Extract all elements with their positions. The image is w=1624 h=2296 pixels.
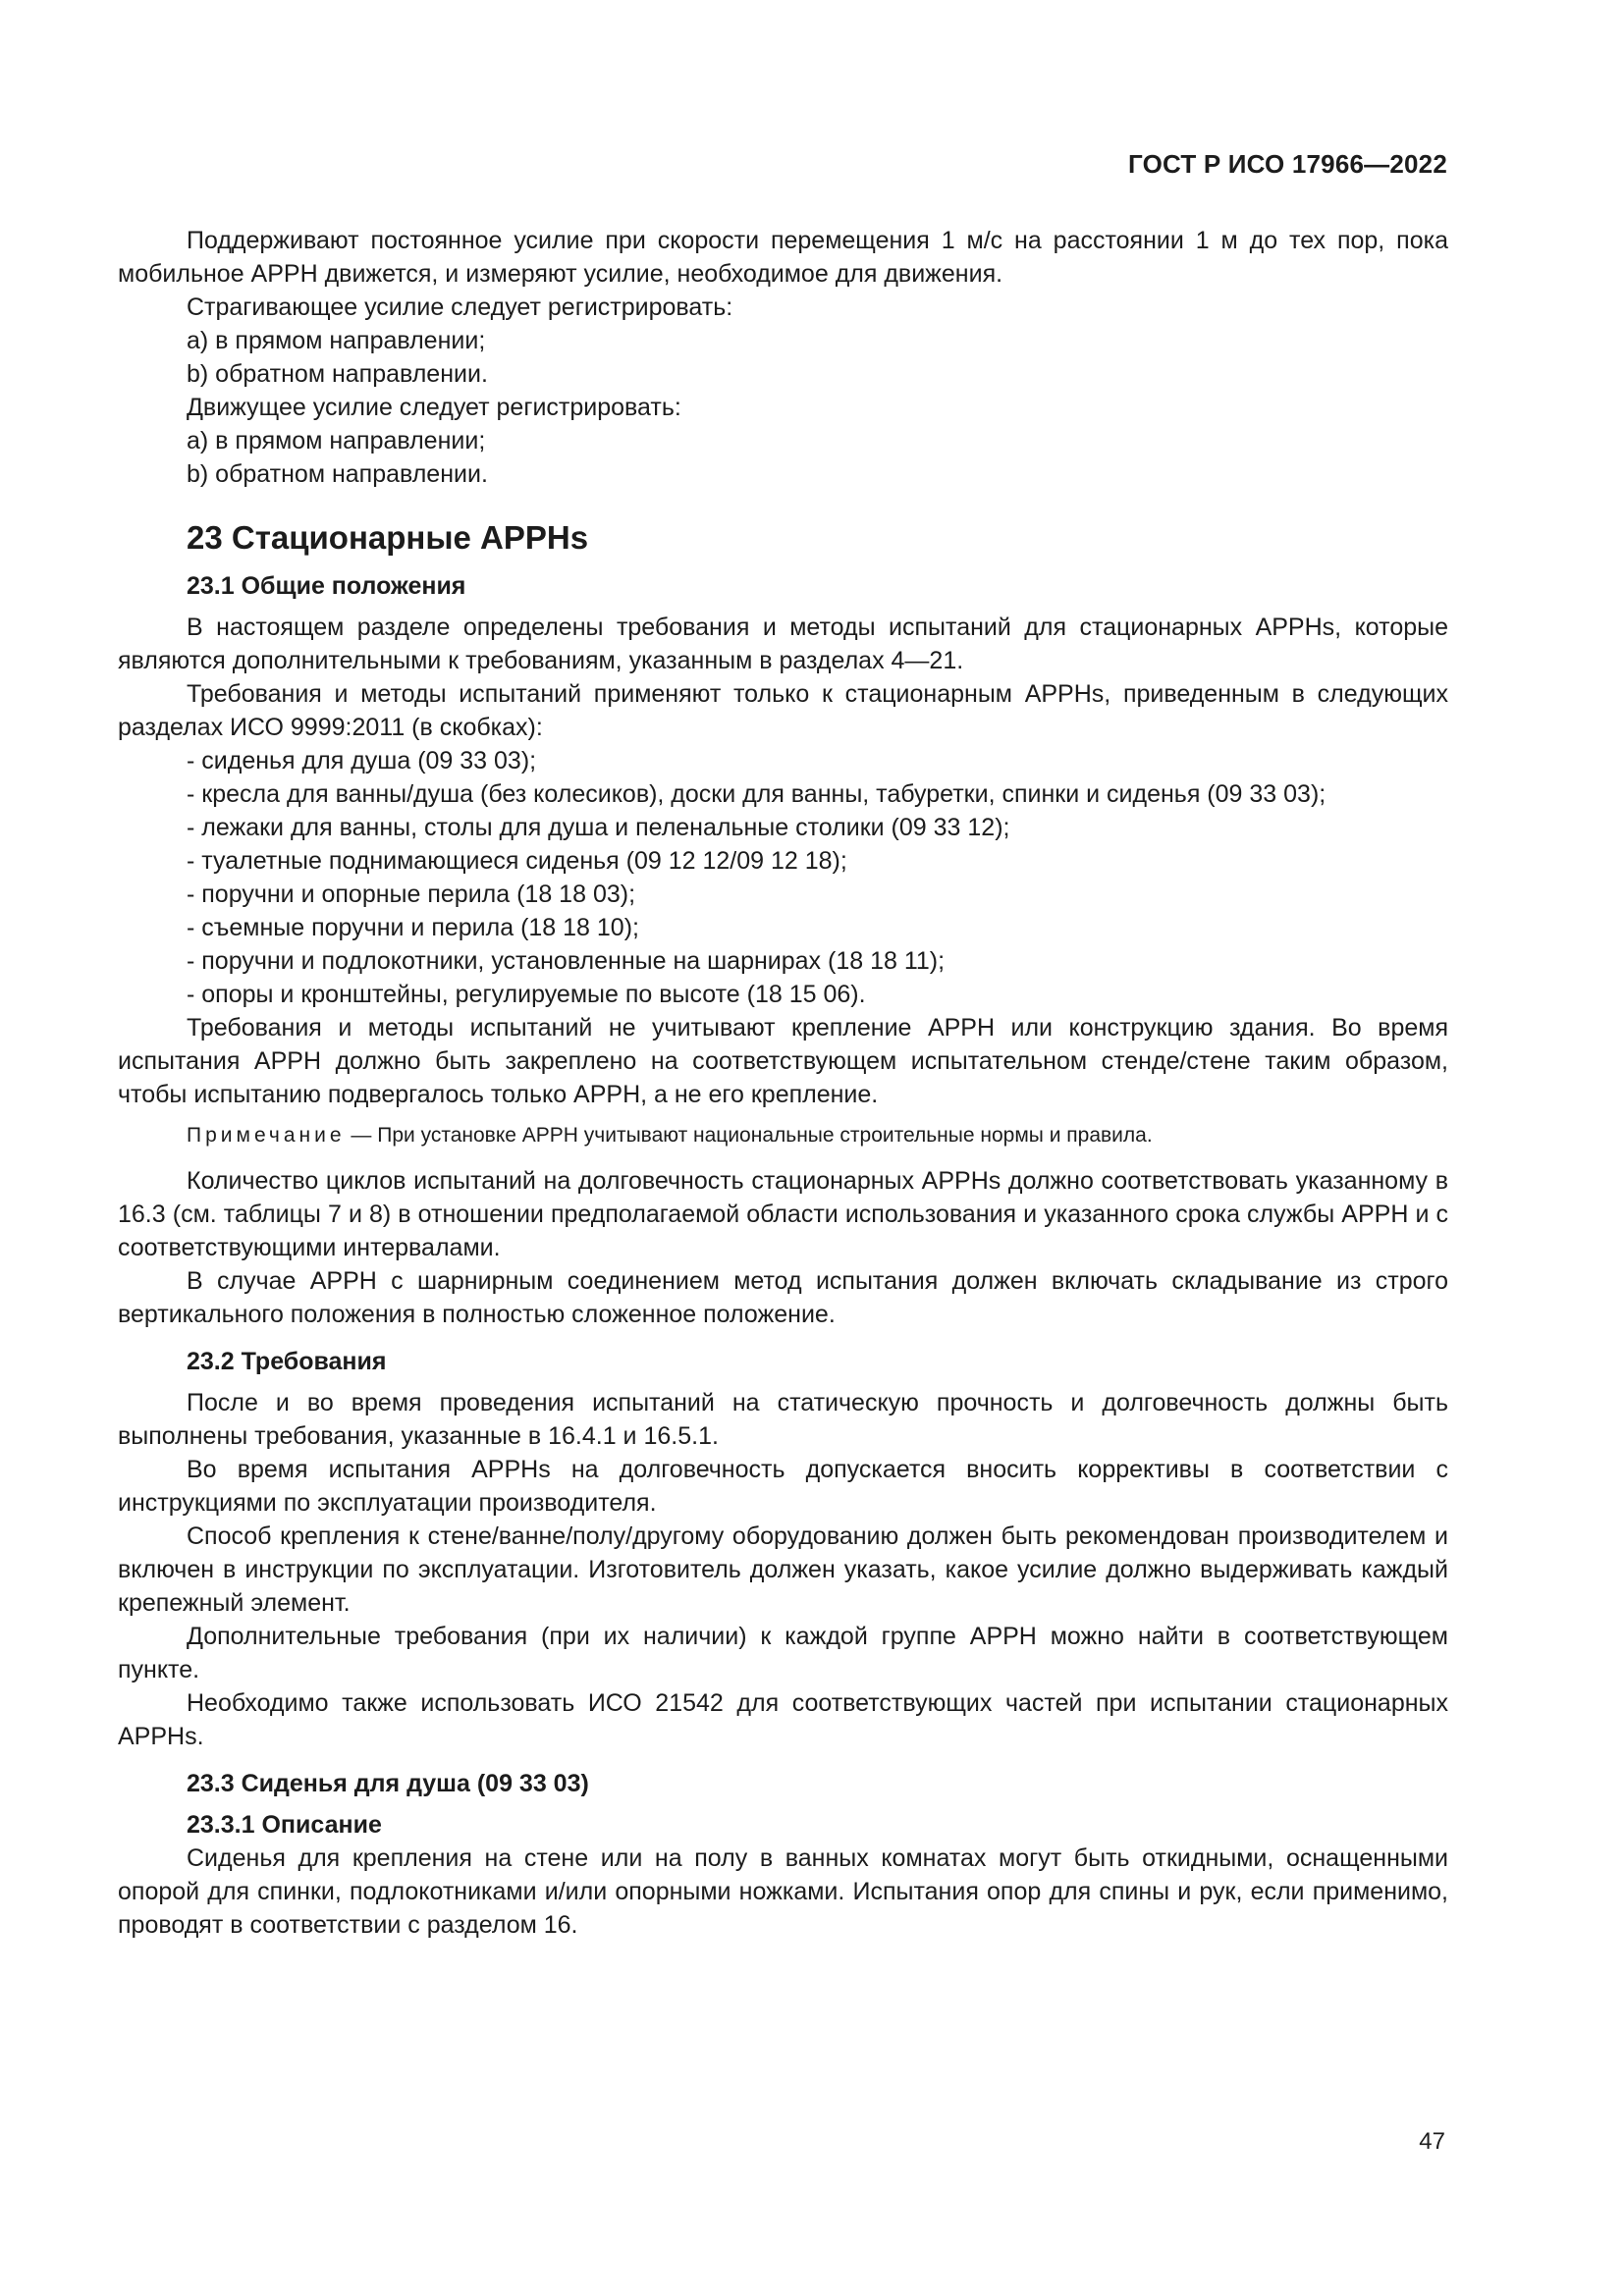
list-item: a) в прямом направлении;: [187, 327, 486, 354]
page-body: [118, 224, 1448, 1942]
note-label: Примечание: [187, 1124, 346, 1147]
subsection-heading: 23.1 Общие положения: [187, 572, 466, 600]
list-item: b) обратном направлении.: [187, 360, 488, 388]
paragraph: В настоящем разделе определены требования и методы испытаний для стационарных APPHs, которые являются дополнительными к требованиям, указанным в разделах 4—21.: [118, 614, 1448, 674]
note-text: — При установке АРРН учитывают национальные строительные нормы и правила.: [351, 1124, 1153, 1147]
list-item: - туалетные поднимающиеся сиденья (09 12 12/09 12 18);: [187, 847, 847, 875]
paragraph: В случае АРРН с шарнирным соединением метод испытания должен включать складывание из строго вертикального положения в полностью сложенное положение.: [118, 1267, 1448, 1328]
paragraph: Сиденья для крепления на стене или на полу в ванных комнатах могут быть откидными, оснащенными опорой для спинки, подлокотниками и/или опорными ножками. Испытания опор для спины и рук, если применимо, проводят в соответствии с разделом 16.: [118, 1844, 1448, 1939]
paragraph: Способ крепления к стене/ванне/полу/другому оборудованию должен быть рекомендован производителем и включен в инструкции по эксплуатации. Изготовитель должен указать, какое усилие должно выдерживать каждый крепежный элемент.: [118, 1522, 1448, 1617]
list-item: - лежаки для ванны, столы для душа и пеленальные столики (09 33 12);: [187, 814, 1010, 841]
list-item: - съемные поручни и перила (18 18 10);: [187, 914, 639, 941]
list-item: - поручни и подлокотники, установленные на шарнирах (18 18 11);: [187, 947, 946, 975]
list-item: a) в прямом направлении;: [187, 427, 486, 454]
list-item: - сиденья для душа (09 33 03);: [187, 747, 537, 774]
paragraph: Движущее усилие следует регистрировать:: [187, 394, 681, 421]
paragraph: Во время испытания APPHs на долговечность допускается вносить коррективы в соответствии с инструкциями по эксплуатации производителя.: [118, 1456, 1448, 1517]
list-item: - кресла для ванны/душа (без колесиков), доски для ванны, табуретки, спинки и сиденья (09 33 03);: [187, 780, 1326, 808]
paragraph: Дополнительные требования (при их наличии) к каждой группе АРРН можно найти в соответствующем пункте.: [118, 1623, 1448, 1683]
list-item: b) обратном направлении.: [187, 460, 488, 488]
list-item: - опоры и кронштейны, регулируемые по высоте (18 15 06).: [187, 981, 866, 1008]
page-number: 47: [1419, 2128, 1445, 2155]
subsubsection-heading: 23.3.1 Описание: [187, 1811, 382, 1839]
paragraph: Страгивающее усилие следует регистрировать:: [187, 294, 733, 321]
section-heading: 23 Стационарные APPHs: [187, 519, 589, 556]
paragraph: Необходимо также использовать ИСО 21542 для соответствующих частей при испытании стационарных APPHs.: [118, 1689, 1448, 1750]
paragraph: Требования и методы испытаний не учитывают крепление АРРН или конструкцию здания. Во время испытания АРРН должно быть закреплено на соответствующем испытательном стенде/стене таким образом, чтобы испытанию подвергалось только АРРН, а не его крепление.: [118, 1014, 1448, 1108]
paragraph: После и во время проведения испытаний на статическую прочность и долговечность должны быть выполнены требования, указанные в 16.4.1 и 16.5.1.: [118, 1389, 1448, 1450]
paragraph: Требования и методы испытаний применяют только к стационарным APPHs, приведенным в следующих разделах ИСО 9999:2011 (в скобках):: [118, 680, 1448, 741]
paragraph: Количество циклов испытаний на долговечность стационарных APPHs должно соответствовать указанному в 16.3 (см. таблицы 7 и 8) в отношении предполагаемой области использования и указанного срока службы АРРН и с соответствующими интервалами.: [118, 1167, 1448, 1261]
document-id: ГОСТ Р ИСО 17966—2022: [1127, 149, 1447, 179]
paragraph: Поддерживают постоянное усилие при скорости перемещения 1 м/с на расстоянии 1 м до тех пор, пока мобильное АРРН движется, и измеряют усилие, необходимое для движения.: [118, 227, 1448, 288]
note: [118, 1121, 1448, 1150]
subsection-heading: 23.3 Сиденья для душа (09 33 03): [187, 1770, 589, 1797]
list-item: - поручни и опорные перила (18 18 03);: [187, 881, 636, 908]
subsection-heading: 23.2 Требования: [187, 1348, 387, 1375]
